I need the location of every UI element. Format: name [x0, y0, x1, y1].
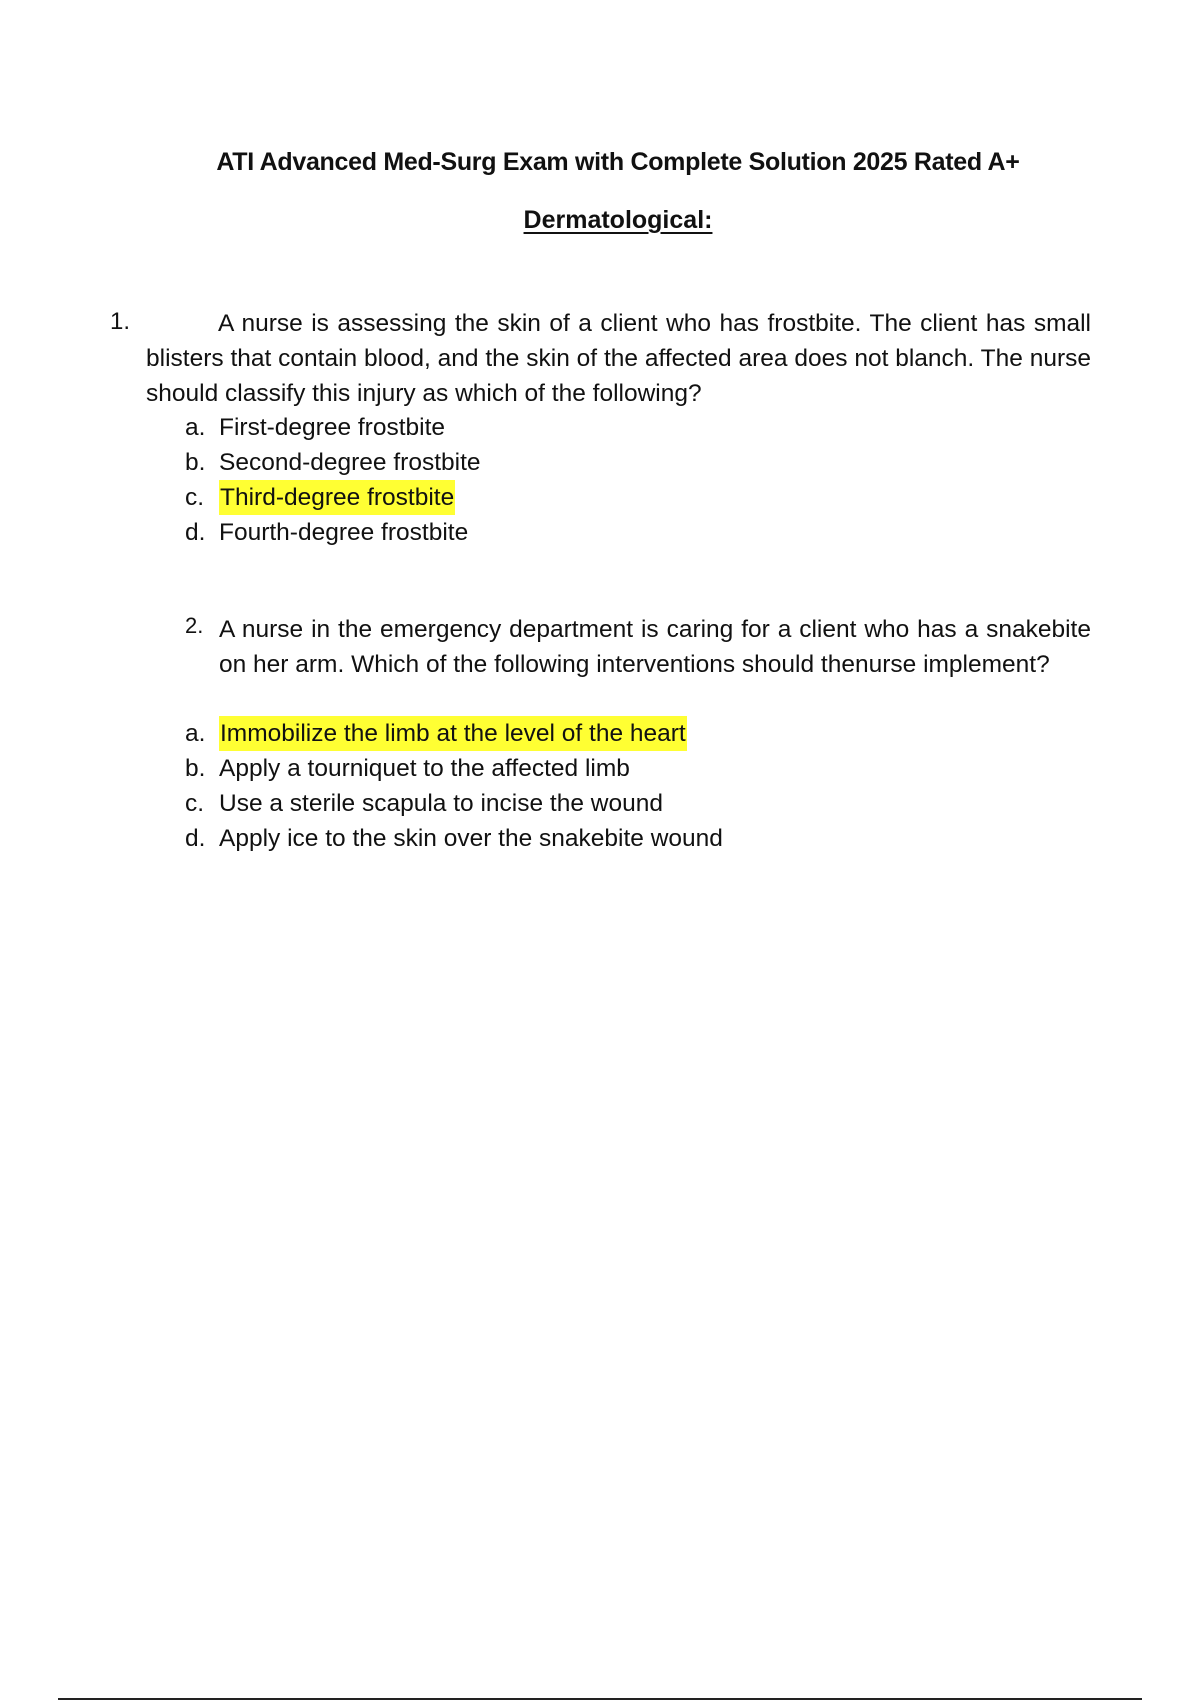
question-1-options: [185, 410, 481, 550]
question-2-options: [185, 716, 723, 856]
question-2-option-d: [185, 821, 723, 856]
option-text-highlighted-answer: Third-degree frostbite: [219, 480, 455, 515]
option-letter: d.: [185, 519, 206, 546]
question-1-option-b: [185, 445, 481, 480]
option-text: Use a sterile scapula to incise the wound: [219, 790, 663, 817]
option-letter: c.: [185, 484, 205, 511]
question-1-option-d: [185, 515, 481, 550]
option-text: Apply a tourniquet to the affected limb: [219, 755, 630, 782]
question-2-option-b: [185, 751, 723, 786]
question-2-option-a: [185, 716, 723, 751]
option-letter: b.: [185, 449, 206, 476]
option-text-highlighted-answer: Immobilize the limb at the level of the heart: [219, 716, 687, 751]
question-1-option-c: [185, 480, 481, 515]
question-1-option-a: [185, 410, 481, 445]
section-heading: Dermatological:: [523, 206, 713, 234]
option-letter: d.: [185, 825, 206, 852]
option-letter: a.: [185, 414, 206, 441]
option-text: Apply ice to the skin over the snakebite wound: [219, 825, 723, 852]
question-1-stem: A nurse is assessing the skin of a client who has frostbite. The client has small blisters that contain blood, and the skin of the affected area does not blanch. The nurse should classify this injury as which of the following?: [146, 310, 1091, 407]
option-text: Fourth-degree frostbite: [219, 519, 469, 546]
option-letter: b.: [185, 755, 206, 782]
option-letter: c.: [185, 790, 205, 817]
question-2-number: 2.: [185, 613, 204, 638]
document-title: ATI Advanced Med-Surg Exam with Complete Solution 2025 Rated A+: [216, 148, 1020, 176]
option-text: First-degree frostbite: [219, 414, 446, 441]
option-letter: a.: [185, 720, 206, 747]
option-text: Second-degree frostbite: [219, 449, 481, 476]
question-1-number: 1.: [110, 308, 131, 335]
question-2-stem: A nurse in the emergency department is caring for a client who has a snakebite on her arm. Which of the following interventions should thenurse implement?: [219, 616, 1091, 678]
question-2-option-c: [185, 786, 723, 821]
